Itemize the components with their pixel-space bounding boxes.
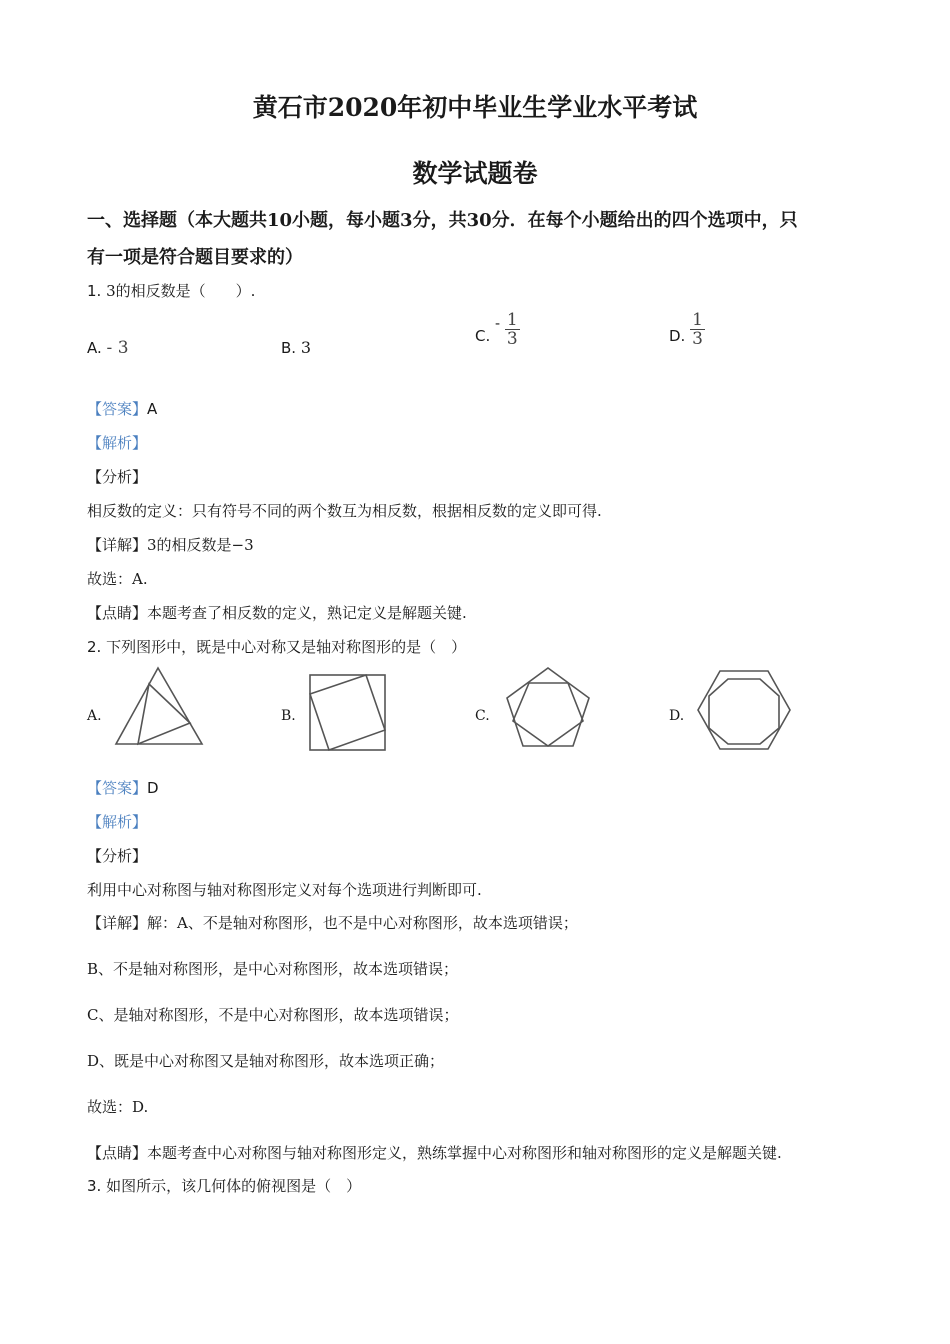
q2-detail: 【详解】解：A、不是轴对称图形，也不是中心对称图形，故本选项错误； — [87, 914, 578, 932]
q2-fig-label-b: B. — [281, 708, 296, 724]
question-text: 下列图形中，既是中心对称又是轴对称图形的是（ ） — [106, 638, 467, 656]
question-number: 3. — [87, 1177, 102, 1195]
question-number: 1. — [87, 282, 102, 300]
q2-fig-label-d: D. — [669, 708, 685, 724]
q1-option-d: D. $\frac{1}{3}$ — [669, 310, 703, 349]
exam-title: 黄石市2020年初中毕业生学业水平考试 — [252, 93, 698, 122]
q1-analysis-tag: 【解析】 — [87, 434, 148, 452]
question-3-stem — [87, 1175, 361, 1196]
q1-option-c: C. - $\frac{1}{3}$ — [475, 310, 518, 349]
q2-comment: 【点睛】本题考查中心对称图与轴对称图形定义，熟练掌握中心对称图形和轴对称图形的定义是解题关键. — [87, 1144, 782, 1162]
q2-fig-label-c: C. — [475, 708, 490, 724]
q2-line-d: D、既是中心对称图又是轴对称图形，故本选项正确； — [87, 1052, 445, 1070]
q1-option-a-value: - 3 — [106, 338, 129, 358]
question-1-stem — [87, 280, 255, 301]
q1-option-b-value: 3 — [300, 338, 312, 357]
answer-value: A — [147, 400, 158, 418]
q2-analysis-tag: 【解析】 — [87, 813, 148, 831]
answer-tag: 【答案】 — [87, 400, 148, 418]
hexagon-in-hexagon-figure — [695, 668, 793, 752]
q1-fenxi-text: 相反数的定义：只有符号不同的两个数互为相反数，根据相反数的定义即可得. — [87, 502, 602, 520]
q1-option-a: A. - 3 — [87, 338, 129, 358]
q2-fig-label-a: A. — [87, 708, 102, 724]
answer-tag: 【答案】 — [87, 779, 148, 797]
q1-option-c-fraction: $\frac{1}{3}$ — [506, 310, 518, 349]
section-heading-line2: 有一项是符合题目要求的） — [87, 247, 303, 268]
pentagon-in-pentagon-figure — [502, 664, 594, 750]
q2-line-c: C、是轴对称图形，不是中心对称图形，故本选项错误； — [87, 1006, 459, 1024]
q1-comment: 【点睛】本题考查了相反数的定义，熟记定义是解题关键. — [87, 604, 467, 622]
section-heading-line1: 一、选择题（本大题共10小题，每小题3分，共30分．在每个小题给出的四个选项中，只 — [87, 210, 798, 231]
q2-choose: 故选：D. — [87, 1098, 149, 1116]
question-2-stem — [87, 636, 466, 657]
question-text: 如图所示，该几何体的俯视图是（ ） — [106, 1177, 362, 1195]
question-number: 2. — [87, 638, 102, 656]
square-in-square-figure — [307, 672, 389, 754]
q1-detail: 【详解】3的相反数是−3 — [87, 536, 254, 554]
q2-fenxi-tag: 【分析】 — [87, 847, 148, 865]
exam-subtitle: 数学试题卷 — [412, 159, 538, 188]
q1-fenxi-tag: 【分析】 — [87, 468, 148, 486]
q2-line-b: B、不是轴对称图形，是中心对称图形，故本选项错误； — [87, 960, 459, 978]
q1-option-b: B. 3 — [281, 338, 312, 357]
answer-value: D — [147, 779, 159, 797]
q2-fenxi-text: 利用中心对称图与轴对称图形定义对每个选项进行判断即可. — [87, 881, 482, 899]
q1-option-d-fraction: $\frac{1}{3}$ — [692, 310, 703, 349]
q2-answer — [87, 777, 159, 798]
triangle-in-triangle-figure — [112, 664, 206, 748]
q1-choose: 故选：A. — [87, 570, 148, 588]
question-text: 3的相反数是（ ）. — [106, 282, 256, 300]
q1-option-c-sign: - — [495, 314, 501, 332]
q1-answer — [87, 398, 157, 419]
